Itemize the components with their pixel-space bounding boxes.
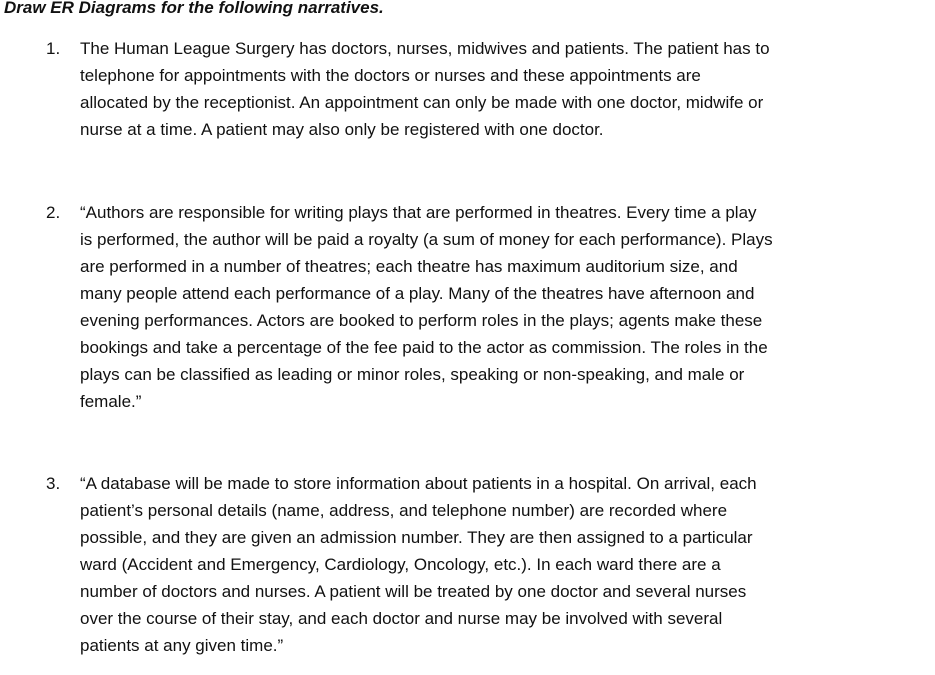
text-line: evening performances. Actors are booked to perform roles in the plays; agents make these	[80, 311, 763, 330]
text-line: allocated by the receptionist. An appointment can only be made with one doctor, midwife or	[80, 93, 764, 112]
item-number: 2.	[46, 203, 61, 222]
text-line: over the course of their stay, and each doctor and nurse may be involved with several	[80, 609, 723, 628]
text-line: bookings and take a percentage of the fee paid to the actor as commission. The roles in the	[80, 338, 768, 357]
text-line: female.”	[80, 392, 142, 411]
text-line: is performed, the author will be paid a royalty (a sum of money for each performance). Plays	[80, 230, 773, 249]
text-line: possible, and they are given an admission number. They are then assigned to a particular	[80, 528, 753, 547]
item-number: 1.	[46, 39, 61, 58]
text-line: The Human League Surgery has doctors, nurses, midwives and patients. The patient has to	[80, 39, 770, 58]
text-line: ward (Accident and Emergency, Cardiology, Oncology, etc.). In each ward there are a	[80, 555, 721, 574]
narrative-text	[80, 470, 860, 659]
item-number: 3.	[46, 474, 61, 493]
text-line: patients at any given time.”	[80, 636, 284, 655]
text-line: telephone for appointments with the doctors or nurses and these appointments are	[80, 66, 701, 85]
text-line: are performed in a number of theatres; each theatre has maximum auditorium size, and	[80, 257, 738, 276]
text-line: many people attend each performance of a play. Many of the theatres have afternoon and	[80, 284, 755, 303]
text-line: “A database will be made to store information about patients in a hospital. On arrival, each	[80, 474, 757, 493]
text-line: “Authors are responsible for writing plays that are performed in theatres. Every time a play	[80, 203, 757, 222]
narrative-text	[80, 199, 860, 415]
narrative-text	[80, 35, 860, 143]
text-line: nurse at a time. A patient may also only be registered with one doctor.	[80, 120, 604, 139]
page-title: Draw ER Diagrams for the following narratives.	[4, 0, 384, 17]
text-line: patient’s personal details (name, address, and telephone number) are recorded where	[80, 501, 728, 520]
text-line: plays can be classified as leading or minor roles, speaking or non-speaking, and male or	[80, 365, 745, 384]
text-line: number of doctors and nurses. A patient will be treated by one doctor and several nurses	[80, 582, 747, 601]
